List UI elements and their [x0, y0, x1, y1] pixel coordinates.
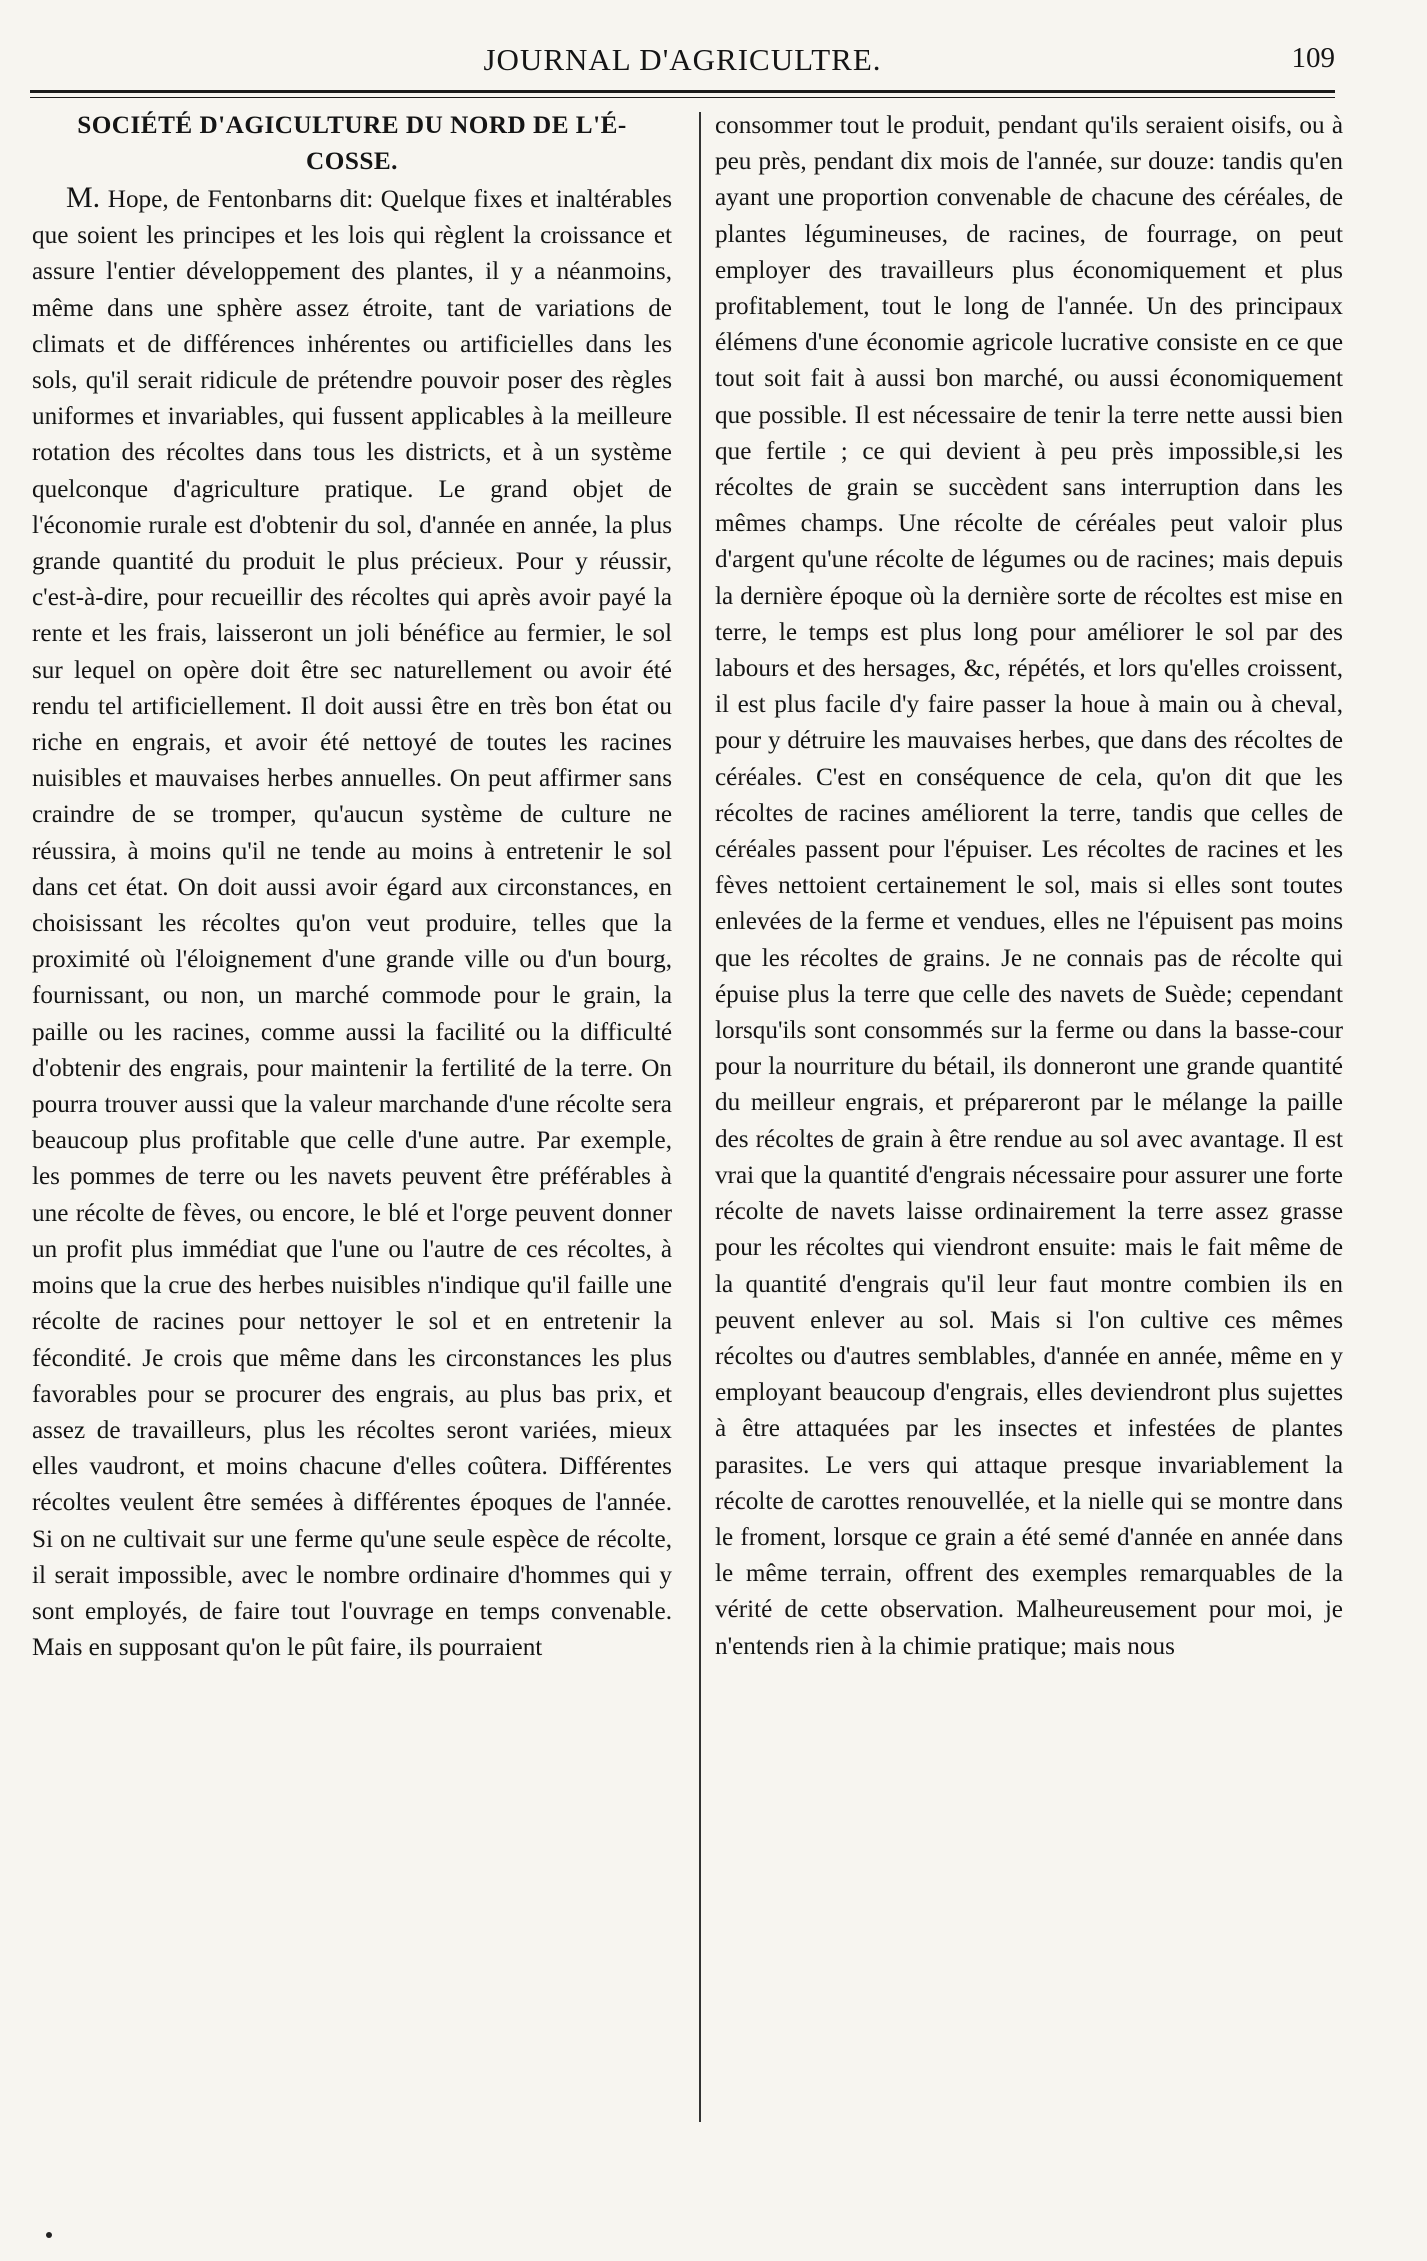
article-title: SOCIÉTÉ D'AGICULTURE DU NORD DE L'É-COSSE. — [77, 112, 627, 175]
article-body-right: consommer tout le produit, pendant qu'ils seraient oisifs, ou à peu près, pendant dix mois de l'année, sur douze: tandis qu'en ayant une proportion convenable de chacune des céréales, de plantes légumineuses, de racines, de fourrage, on peut employer des travailleurs plus économiquement et plus profitablement, tout le long de l'année. Un des principaux élémens d'une économie agricole lucrative consiste en ce que tout soit fait à aussi bon marché, ou aussi économiquement que possible. Il est nécessaire de tenir la terre nette aussi bien que fertile ; ce qui devient à peu près impossible,si les récoltes de grain se succèdent sans interruption dans les mêmes champs. Une récolte de céréales peut valoir plus d'argent qu'une récolte de légumes ou de racines; mais depuis la dernière époque où la dernière sorte de récoltes est mise en terre, le temps est plus long pour améliorer le sol par des labours et des hersages, &c, répétés, et lors qu'elles croissent, il est plus facile d'y faire passer la houe à main ou à cheval, pour y détruire les mauvaises herbes, que dans des récoltes de céréales. C'est en conséquence de cela, qu'on dit que les récoltes de racines améliorent la terre, tandis que celles de céréales passent pour l'épuiser. Les récoltes de racines et les fèves nettoient certainement le sol, mais si elles sont toutes enlevées de la ferme et vendues, elles ne l'épuisent pas moins que les récoltes de grains. Je ne connais pas de récolte qui épuise plus la terre que celle des navets de Suède; cependant lorsqu'ils sont consommés sur la ferme ou dans la basse-cour pour la nourriture du bétail, ils donneront une grande quantité du meilleur engrais, et prépareront par le mélange la paille des récoltes de grain à être rendue au sol avec avantage. Il est vrai que la quantité d'engrais nécessaire pour assurer une forte récolte de navets laisse ordinairement la terre assez grasse pour les récoltes qui viendront ensuite: mais le fait même de la quantité d'engrais qu'il leur faut montre combien ils en peuvent enlever au sol. Mais si l'on cultive ces mêmes récoltes ou d'autres semblables, d'année en année, même en y employant beaucoup d'engrais, elles deviendront plus sujettes à être attaquées par les insectes et infestées de plantes parasites. Le vers qui attaque presque invariablement la récolte de carottes renouvellée, et la nielle qui se montre dans le froment, lorsque ce grain a été semé d'année en année dans le même terrain, offrent des exemples remarquables de la vérité de cette observation. Malheureusement pour moi, je n'entends rien à la chimie pratique; mais nous — [715, 112, 1343, 1660]
running-title: JOURNAL D'AGRICULTRE. — [483, 42, 882, 77]
ink-dot — [46, 2232, 52, 2238]
column-divider — [699, 112, 701, 2122]
header-rule-thin — [30, 97, 1335, 98]
page-number: 109 — [1291, 42, 1335, 74]
right-column — [715, 108, 1343, 1665]
lead-initial: M. — [66, 181, 101, 214]
left-column — [32, 108, 672, 1666]
left-column-text: Hope, de Fentonbarns dit: Quelque fixes et inaltérables que soient les principes et les lois qui règlent la croissance et assure l'entier développement des plantes, il y a néanmoins, même dans une sphère assez étroite, tant de variations de climats et de différences inhérentes ou artificielles dans les sols, qu'il serait ridicule de prétendre pouvoir poser des règles uniformes et invariables, qui fussent applicables à la meilleure rotation des récoltes dans tous les districts, et à un système quelconque d'agriculture pratique. Le grand objet de l'économie rurale est d'obtenir du sol, d'année en année, la plus grande quantité du produit le plus précieux. Pour y réussir, c'est-à-dire, pour recueillir des récoltes qui après avoir payé la rente et les frais, laisseront un joli bénéfice au fermier, le sol sur lequel on opère doit être sec naturellement ou avoir été rendu tel artificiellement. Il doit aussi être en très bon état ou riche en engrais, et avoir été nettoyé de toutes les racines nuisibles et mauvaises herbes annuelles. On peut affirmer sans craindre de se tromper, qu'aucun système de culture ne réussira, à moins qu'il ne tende au moins à entretenir le sol dans cet état. On doit aussi avoir égard aux circonstances, en choisissant les récoltes qu'on veut produire, telles que la proximité où l'éloignement d'une grande ville ou d'un bourg, fournissant, ou non, un marché commode pour le grain, la paille ou les racines, comme aussi la facilité ou la difficulté d'obtenir des engrais, pour maintenir la fertilité de la terre. On pourra trouver aussi que la valeur marchande d'une récolte sera beaucoup plus profitable que celle d'une autre. Par exemple, les pommes de terre ou les navets peuvent être préférables à une récolte de fèves, ou encore, le blé et l'orge peuvent donner un profit plus immédiat que l'une ou l'autre de ces récoltes, à moins que la crue des herbes nuisibles n'indique qu'il faille une récolte de racines pour nettoyer le sol et en entretenir la fécondité. Je crois que même dans les circonstances les plus favorables pour se procurer des engrais, au plus bas prix, et assez de travailleurs, plus les récoltes seront variées, mieux elles vaudront, et moins chacune d'elles coûtera. Différentes récoltes veulent être semées à différentes époques de l'année. Si on ne cultivait sur une ferme qu'une seule espèce de récolte, il serait impossible, avec le nombre ordinaire d'hommes qui y sont employés, de faire tout l'ouvrage en temps convenable. Mais en supposant qu'on le pût faire, ils pourraient — [32, 186, 673, 1662]
page-header — [30, 28, 1335, 88]
article-body-left — [32, 180, 672, 1666]
header-rule — [30, 90, 1335, 93]
